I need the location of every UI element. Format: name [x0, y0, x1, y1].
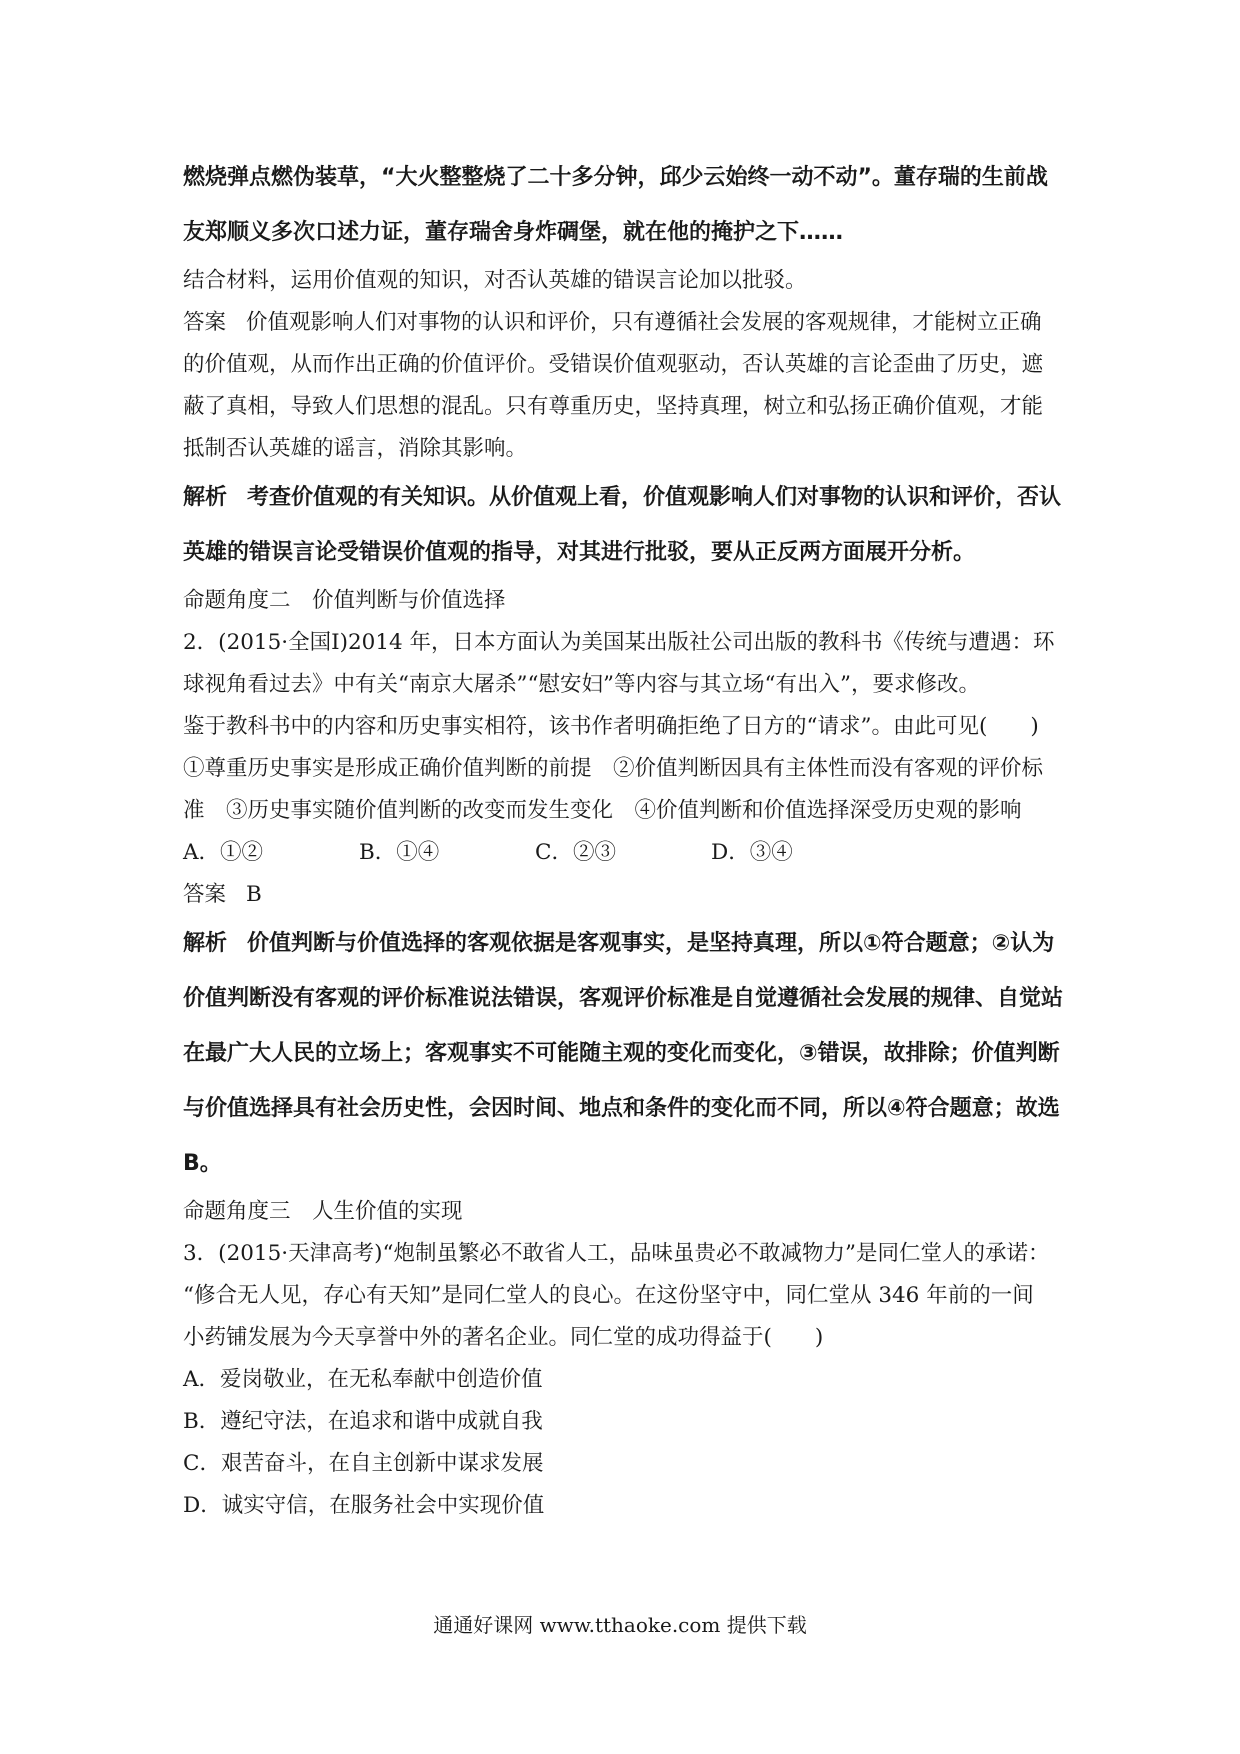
analysis-line: 价值判断没有客观的评价标准说法错误，客观评价标准是自觉遵循社会发展的规律、自觉站 — [183, 986, 1064, 1011]
material-line: 燃烧弹点燃伪装草，“大火整整烧了二十多分钟，邱少云始终一动不动”。董存瑞的生前战 — [183, 165, 1048, 190]
question-stem-line: 准 ③历史事实随价值判断的改变而发生变化 ④价值判断和价值选择深受历史观的影响 — [183, 798, 1022, 823]
analysis-text: 价值判断与价值选择的客观依据是客观事实，是坚持真理，所以①符合题意；②认为 — [247, 931, 1055, 956]
option-c: C．艰苦奋斗，在自主创新中谋求发展 — [183, 1451, 544, 1476]
answer-value: B — [246, 882, 262, 907]
analysis-line: B。 — [183, 1151, 222, 1176]
analysis-line — [183, 470, 1063, 525]
question-task: 结合材料，运用价值观的知识，对否认英雄的错误言论加以批驳。 — [183, 268, 807, 293]
answer-text: 价值观影响人们对事物的认识和评价，只有遵循社会发展的客观规律，才能树立正确 — [246, 310, 1042, 335]
answer-line — [183, 874, 1063, 916]
question-stem-line: 2．(2015·全国Ⅰ)2014 年，日本方面认为美国某出版社公司出版的教科书《传统与遭遇：环 — [183, 630, 1055, 655]
material-line: 友郑顺义多次口述力证，董存瑞舍身炸碉堡，就在他的掩护之下…… — [183, 220, 844, 245]
analysis-line — [183, 916, 1063, 971]
option-c: C．②③ — [535, 840, 616, 865]
answer-label: 答案 — [183, 310, 227, 335]
question-stem-line: 球视角看过去》中有关“南京大屠杀”“慰安妇”等内容与其立场“有出入”，要求修改。 — [183, 672, 980, 697]
question-stem-line: “修合无人见，存心有天知”是同仁堂人的良心。在这份坚守中，同仁堂从 346 年前的一间 — [183, 1283, 1034, 1308]
section-title: 命题角度三 人生价值的实现 — [183, 1199, 463, 1224]
question-stem-line: 3．(2015·天津高考)“炮制虽繁必不敢省人工，品味虽贵必不敢减物力”是同仁堂人的承诺： — [183, 1241, 1050, 1266]
analysis-text: 考查价值观的有关知识。从价值观上看，价值观影响人们对事物的认识和评价，否认 — [247, 485, 1062, 510]
page-footer: 通通好课网 www.tthaoke.com 提供下载 — [433, 1613, 807, 1637]
answer-line — [183, 302, 1063, 344]
analysis-label: 解析 — [183, 485, 228, 510]
analysis-label: 解析 — [183, 931, 228, 956]
analysis-line: 英雄的错误言论受错误价值观的指导，对其进行批驳，要从正反两方面展开分析。 — [183, 540, 976, 565]
section-title: 命题角度二 价值判断与价值选择 — [183, 588, 506, 613]
option-a: A．爱岗敬业，在无私奉献中创造价值 — [183, 1367, 543, 1392]
option-d: D．诚实守信，在服务社会中实现价值 — [183, 1493, 545, 1518]
option-a: A．①② — [183, 840, 264, 865]
option-row — [183, 832, 1063, 874]
option-b: B．遵纪守法，在追求和谐中成就自我 — [183, 1409, 543, 1434]
answer-line: 抵制否认英雄的谣言，消除其影响。 — [183, 436, 528, 461]
answer-line: 蔽了真相，导致人们思想的混乱。只有尊重历史，坚持真理，树立和弘扬正确价值观，才能 — [183, 394, 1044, 419]
question-stem-line: ①尊重历史事实是形成正确价值判断的前提 ②价值判断因具有主体性而没有客观的评价标 — [183, 756, 1044, 781]
question-stem-line: 小药铺发展为今天享誉中外的著名企业。同仁堂的成功得益于( ) — [183, 1325, 824, 1350]
option-d: D．③④ — [711, 840, 793, 865]
answer-line: 的价值观，从而作出正确的价值评价。受错误价值观驱动，否认英雄的言论歪曲了历史，遮 — [183, 352, 1044, 377]
question-stem-line: 鉴于教科书中的内容和历史事实相符，该书作者明确拒绝了日方的“请求”。由此可见( ) — [183, 714, 1039, 739]
answer-label: 答案 — [183, 882, 227, 907]
analysis-line: 在最广大人民的立场上；客观事实不可能随主观的变化而变化，③错误，故排除；价值判断 — [183, 1041, 1060, 1066]
document-body — [183, 150, 1063, 1527]
option-b: B．①④ — [359, 840, 440, 865]
analysis-line: 与价值选择具有社会历史性，会因时间、地点和条件的变化而不同，所以④符合题意；故选 — [183, 1096, 1060, 1121]
